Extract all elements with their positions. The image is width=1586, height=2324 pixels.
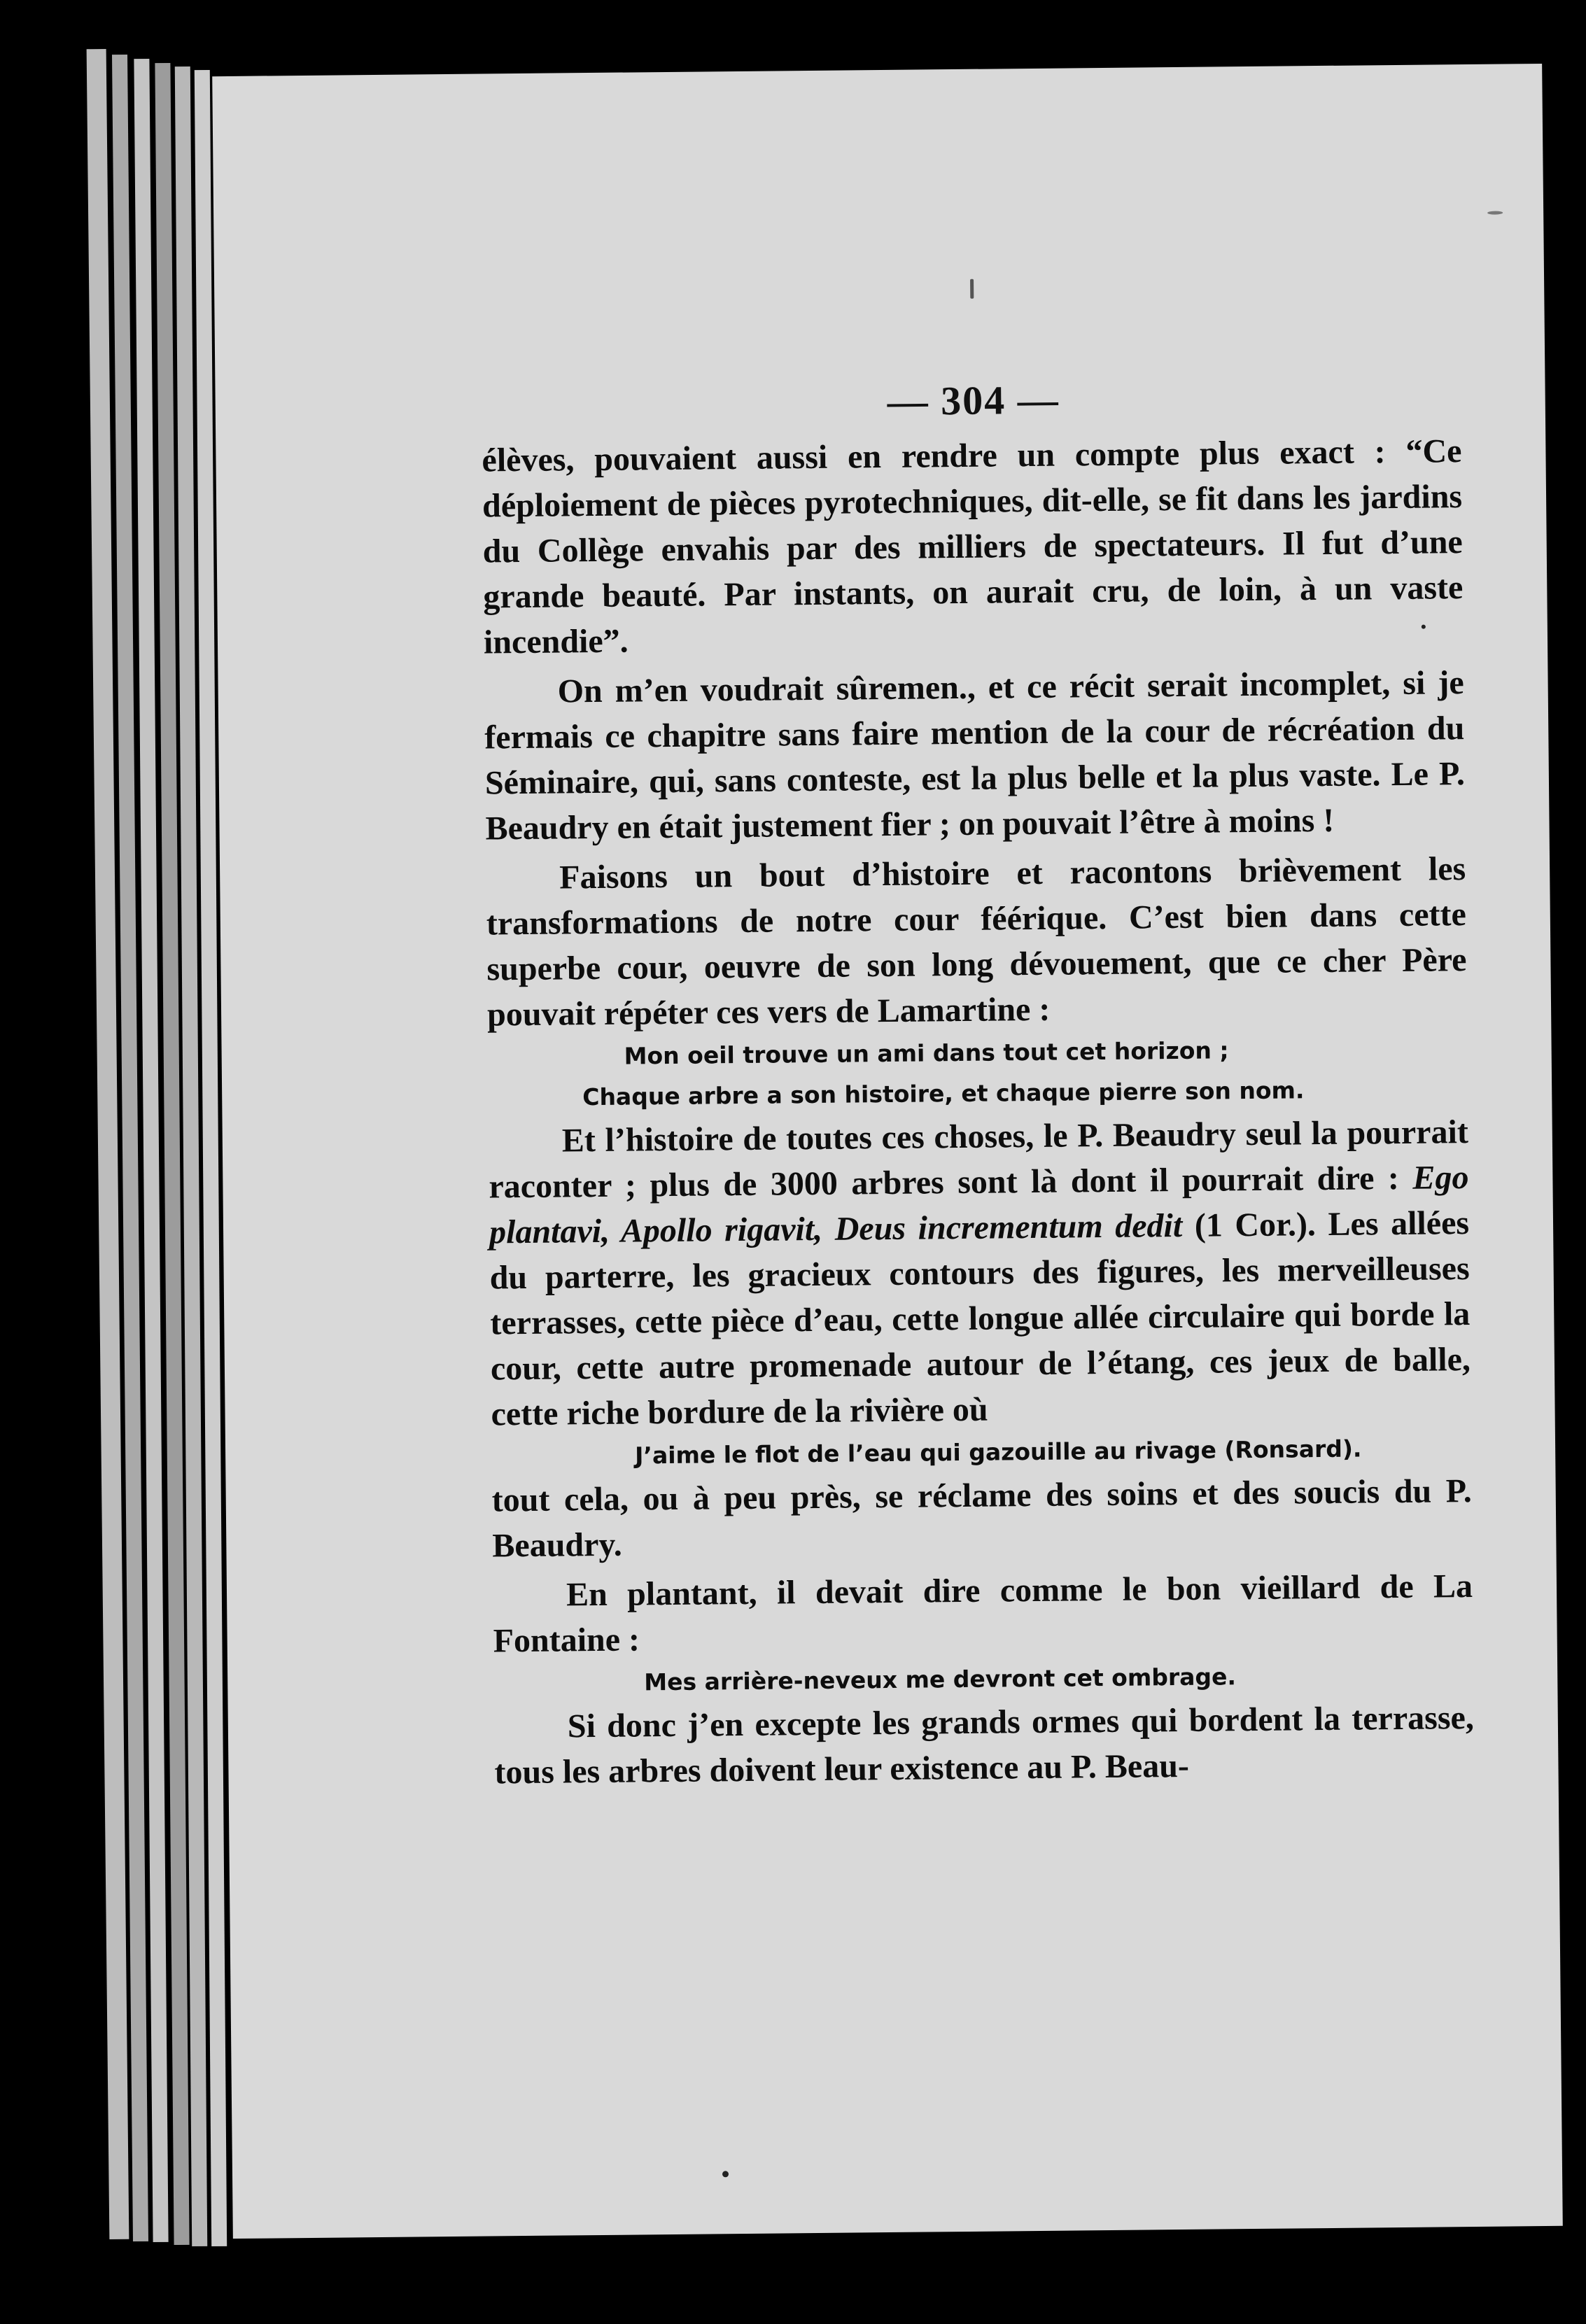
dust-mark [722, 2171, 729, 2177]
paragraph-recreation-court: On m’en voudrait sûremen., et ce récit serait incomplet, si je fermais ce chapitre sans faire mention de la cour de récréation du Séminaire, qui, sans conteste, est la plus belle et la plus vaste. Le P. Beaudry en était justement fier ; on pouvait l’être à moins ! [484, 664, 1466, 847]
paragraph-care: tout cela, ou à peu près, se réclame des soins et des soucis du P. Beaudry. [491, 1472, 1472, 1565]
verse-lamartine-line-2: Chaque arbre a son histoire, et chaque pierre son nom. [582, 1076, 1305, 1111]
paragraph-planting: En plantant, il devait dire comme le bon vieillard de La Fontaine : [493, 1568, 1473, 1660]
verse-lamartine-line-1: Mon oeil trouve un ami dans tout cet horizon ; [624, 1036, 1229, 1070]
paragraph-fireworks: élèves, pouvaient aussi en rendre un compte plus exact : “Ce déploiement de pièces pyrotechniques, dit-elle, se fit dans les jardins du Collège envahis par des milliers de spectateurs. Il fut d’une grande beauté. Par instants, on aurait cru, de loin, à un vaste incendie”. [482, 432, 1464, 661]
paragraph-elms: Si donc j’en excepte les grands ormes qui bordent la terrasse, tous les arbres doivent leur existence au P. Beau- [494, 1698, 1475, 1791]
dust-mark [1422, 625, 1426, 629]
history-trees-text: Et l’histoire de toutes ces choses, le P. Beaudry seul la pourrait raconter ; plus de 3000 arbres sont là dont il pourrait dire : [489, 1113, 1469, 1206]
latin-quote: Ego plantavi, Apollo rigavit, Deus incrementum dedit [489, 1159, 1469, 1251]
paragraph-history-trees [489, 1109, 1471, 1437]
verse-la-fontaine: Mes arrière-neveux me devront cet ombrage. [644, 1663, 1237, 1696]
verse-ronsard: J’aime le flot de l’eau qui gazouille au rivage (Ronsard). [634, 1435, 1362, 1470]
history-trees-text-cont: (1 Cor.). Les allées du parterre, les gracieux contours des figures, les merveilleuses terrasses, cette pièce d’eau, cette longue allée circulaire qui borde la cour, cette autre promenade autour de l’étang, ces jeux de balle, cette riche bordure de la rivière où [489, 1204, 1471, 1433]
dust-mark [970, 279, 974, 299]
page-body-text [482, 428, 1475, 1795]
page-number: — 304 — [887, 376, 1060, 424]
book-page [212, 64, 1563, 2239]
dust-mark [1487, 211, 1503, 214]
paragraph-transformations: Faisons un bout d’histoire et racontons brièvement les transformations de notre cour féérique. C’est bien dans cette superbe cour, oeuvre de son long dévouement, que ce cher Père pouvait répéter ces vers de Lamartine : [486, 850, 1467, 1034]
